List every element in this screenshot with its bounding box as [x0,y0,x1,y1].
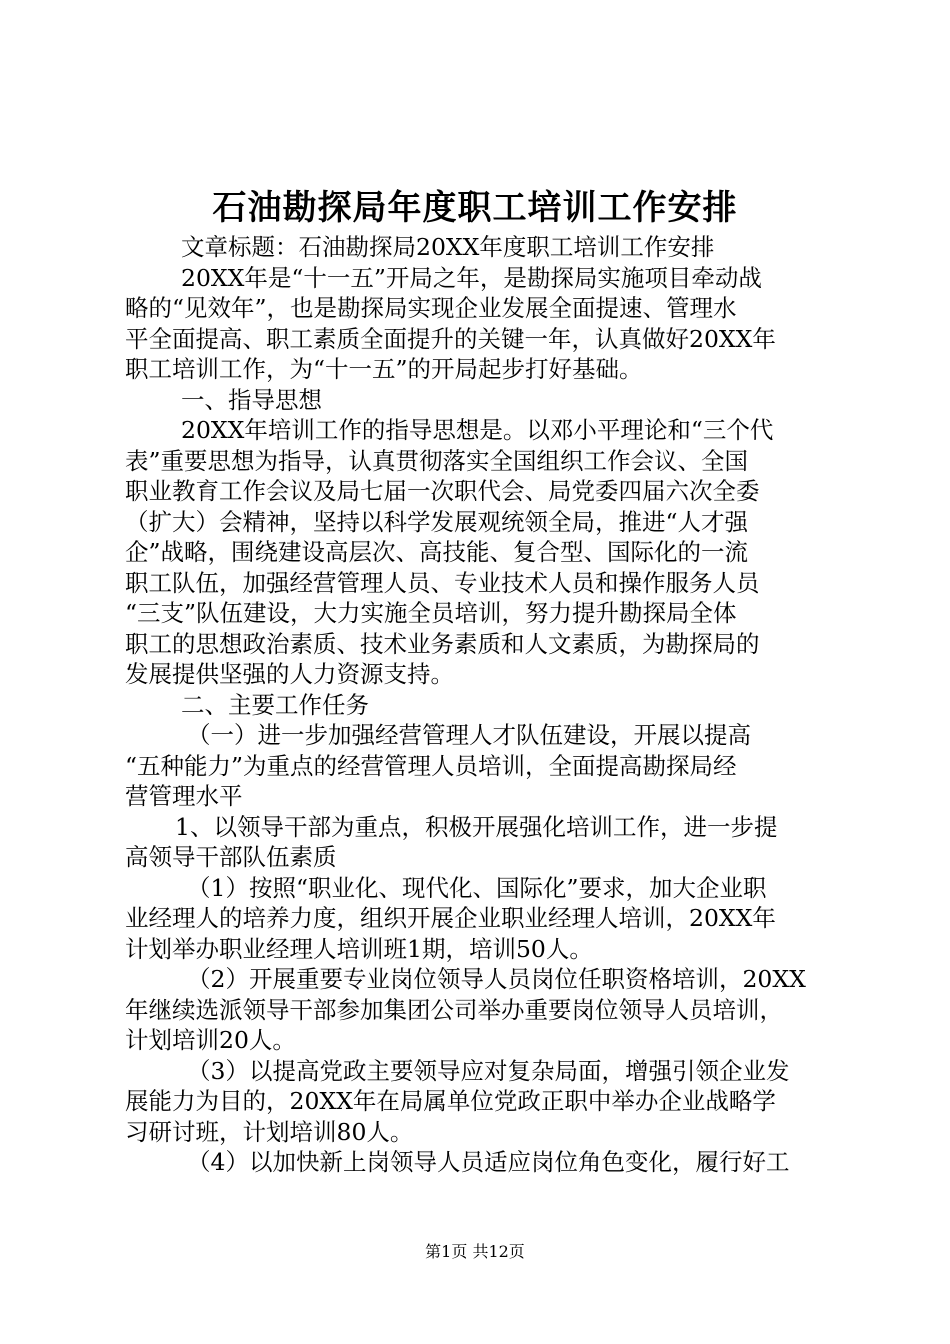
body-text-line: （3）以提高党政主要领导应对复杂局面，增强引领企业发 [187,1056,790,1085]
body-text-line: 企”战略，围绕建设高层次、高技能、复合型、国际化的一流 [125,538,749,566]
document-body [125,232,837,1178]
body-text-line: 营管理水平 [125,782,243,810]
body-text-line: 计划举办职业经理人培训班1期，培训50人。 [125,934,593,963]
body-text-line: 业经理人的培养力度，组织开展企业职业经理人培训，20XX年 [125,904,776,932]
page-footer: 第1页 共12页 [425,1242,525,1261]
body-text-line: （一）进一步加强经营管理人才队伍建设，开展以提高 [187,721,751,749]
body-text-line: 20XX年是“十一五”开局之年，是勘探局实施项目牵动战 [181,263,762,292]
body-text-line: 表”重要思想为指导，认真贯彻落实全国组织工作会议、全国 [125,446,749,475]
body-text-line: “五种能力”为重点的经营管理人员培训，全面提高勘探局经 [125,751,737,780]
body-text-line: 平全面提高、职工素质全面提升的关键一年，认真做好20XX年 [125,324,776,353]
body-text-line: （扩大）会精神，坚持以科学发展观统领全局，推进“人才强 [125,507,749,536]
body-text-line: 略的“见效年”，也是勘探局实现企业发展全面提速、管理水 [125,294,737,322]
body-text-line: 计划培训20人。 [125,1026,296,1054]
body-text-line: 年继续选派领导干部参加集团公司举办重要岗位领导人员培训， [125,995,783,1024]
body-text-line: 一、指导思想 [181,385,322,414]
body-text-line: （2）开展重要专业岗位领导人员岗位任职资格培训，20XX [187,965,806,993]
document-title: 石油勘探局年度职工培训工作安排 [212,188,738,228]
body-text-line: 文章标题：石油勘探局20XX年度职工培训工作安排 [181,233,715,261]
body-text-line: 20XX年培训工作的指导思想是。以邓小平理论和“三个代 [181,416,774,444]
body-text-line: “三支”队伍建设，大力实施全员培训，努力提升勘探局全体 [125,599,737,627]
body-text-line: 职工培训工作，为“十一五”的开局起步打好基础。 [125,355,643,383]
body-text-line: 发展提供坚强的人力资源支持。 [125,660,454,688]
body-text-line: 职工的思想政治素质、技术业务素质和人文素质，为勘探局的 [125,629,760,658]
body-text-line: 职工队伍，加强经营管理人员、专业技术人员和操作服务人员 [125,568,760,597]
body-text-line: 高领导干部队伍素质 [125,843,337,871]
body-text-line: 1、以领导干部为重点，积极开展强化培训工作，进一步提 [175,812,778,841]
body-text-line: （4）以加快新上岗领导人员适应岗位角色变化，履行好工 [187,1148,790,1176]
body-text-line: 展能力为目的，20XX年在局属单位党政正职中举办企业战略学 [125,1087,776,1115]
body-text-line: 习研讨班，计划培训80人。 [125,1117,414,1146]
body-text-line: 二、主要工作任务 [181,690,369,719]
body-text-line: 职业教育工作会议及局七届一次职代会、局党委四届六次全委 [125,477,760,505]
body-text-line: （1）按照“职业化、现代化、国际化”要求，加大企业职 [187,873,767,902]
